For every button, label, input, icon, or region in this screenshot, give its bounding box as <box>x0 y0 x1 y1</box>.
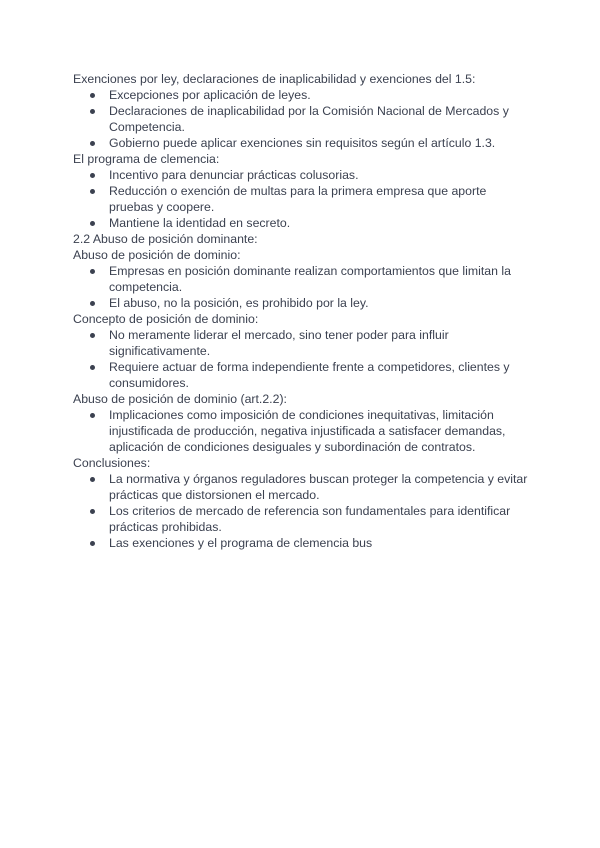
bullet-text: Las exenciones y el programa de clemencia bus <box>109 536 373 550</box>
list-item <box>73 295 533 311</box>
list-item <box>73 183 533 215</box>
bullet-icon <box>90 93 95 98</box>
section <box>73 311 533 391</box>
bullet-list <box>73 471 533 551</box>
bullet-icon <box>90 173 95 178</box>
section <box>73 247 533 311</box>
bullet-icon <box>90 141 95 146</box>
bullet-text: Gobierno puede aplicar exenciones sin requisitos según el artículo 1.3. <box>109 136 496 150</box>
bullet-text: Declaraciones de inaplicabilidad por la Comisión Nacional de Mercados y Competencia. <box>109 104 509 134</box>
section <box>73 391 533 455</box>
bullet-text: Implicaciones como imposición de condiciones inequitativas, limitación injustificada de producción, negativa injustificada a satisfacer demandas, aplicación de condiciones desiguales y subordinación de contratos. <box>109 408 506 454</box>
bullet-list <box>73 327 533 391</box>
list-item <box>73 103 533 135</box>
bullet-icon <box>90 301 95 306</box>
section-heading: El programa de clemencia: <box>73 152 220 166</box>
bullet-text: Los criterios de mercado de referencia son fundamentales para identificar prácticas prohibidas. <box>109 504 511 534</box>
list-item <box>73 327 533 359</box>
section-heading: Concepto de posición de dominio: <box>73 312 259 326</box>
bullet-icon <box>90 269 95 274</box>
bullet-icon <box>90 333 95 338</box>
list-item <box>73 535 533 551</box>
bullet-icon <box>90 413 95 418</box>
section-heading: 2.2 Abuso de posición dominante: <box>73 232 258 246</box>
bullet-text: Excepciones por aplicación de leyes. <box>109 88 311 102</box>
section <box>73 71 533 151</box>
list-item <box>73 167 533 183</box>
bullet-list <box>73 263 533 311</box>
section <box>73 231 533 247</box>
bullet-text: Reducción o exención de multas para la primera empresa que aporte pruebas y coopere. <box>109 184 487 214</box>
bullet-list <box>73 87 533 151</box>
section-heading: Abuso de posición de dominio (art.2.2): <box>73 392 287 406</box>
list-item <box>73 359 533 391</box>
bullet-icon <box>90 541 95 546</box>
bullet-text: La normativa y órganos reguladores buscan proteger la competencia y evitar prácticas que distorsionen el mercado. <box>109 472 528 502</box>
bullet-icon <box>90 109 95 114</box>
list-item <box>73 471 533 503</box>
bullet-icon <box>90 365 95 370</box>
list-item <box>73 215 533 231</box>
list-item <box>73 407 533 455</box>
list-item <box>73 263 533 295</box>
bullet-text: Incentivo para denunciar prácticas colusorias. <box>109 168 359 182</box>
section <box>73 151 533 231</box>
list-item <box>73 87 533 103</box>
bullet-icon <box>90 509 95 514</box>
bullet-text: El abuso, no la posición, es prohibido por la ley. <box>109 296 369 310</box>
bullet-text: Mantiene la identidad en secreto. <box>109 216 291 230</box>
bullet-text: Empresas en posición dominante realizan comportamientos que limitan la competencia. <box>109 264 511 294</box>
section-heading: Conclusiones: <box>73 456 151 470</box>
bullet-icon <box>90 477 95 482</box>
list-item <box>73 503 533 535</box>
bullet-list <box>73 167 533 231</box>
bullet-icon <box>90 221 95 226</box>
list-item <box>73 135 533 151</box>
document-page <box>73 71 533 551</box>
bullet-text: Requiere actuar de forma independiente frente a competidores, clientes y consumidores. <box>109 360 510 390</box>
bullet-icon <box>90 189 95 194</box>
section-heading: Exenciones por ley, declaraciones de inaplicabilidad y exenciones del 1.5: <box>73 72 476 86</box>
bullet-list <box>73 407 533 455</box>
bullet-text: No meramente liderar el mercado, sino tener poder para influir significativamente. <box>109 328 449 358</box>
section-heading: Abuso de posición de dominio: <box>73 248 241 262</box>
section <box>73 455 533 551</box>
